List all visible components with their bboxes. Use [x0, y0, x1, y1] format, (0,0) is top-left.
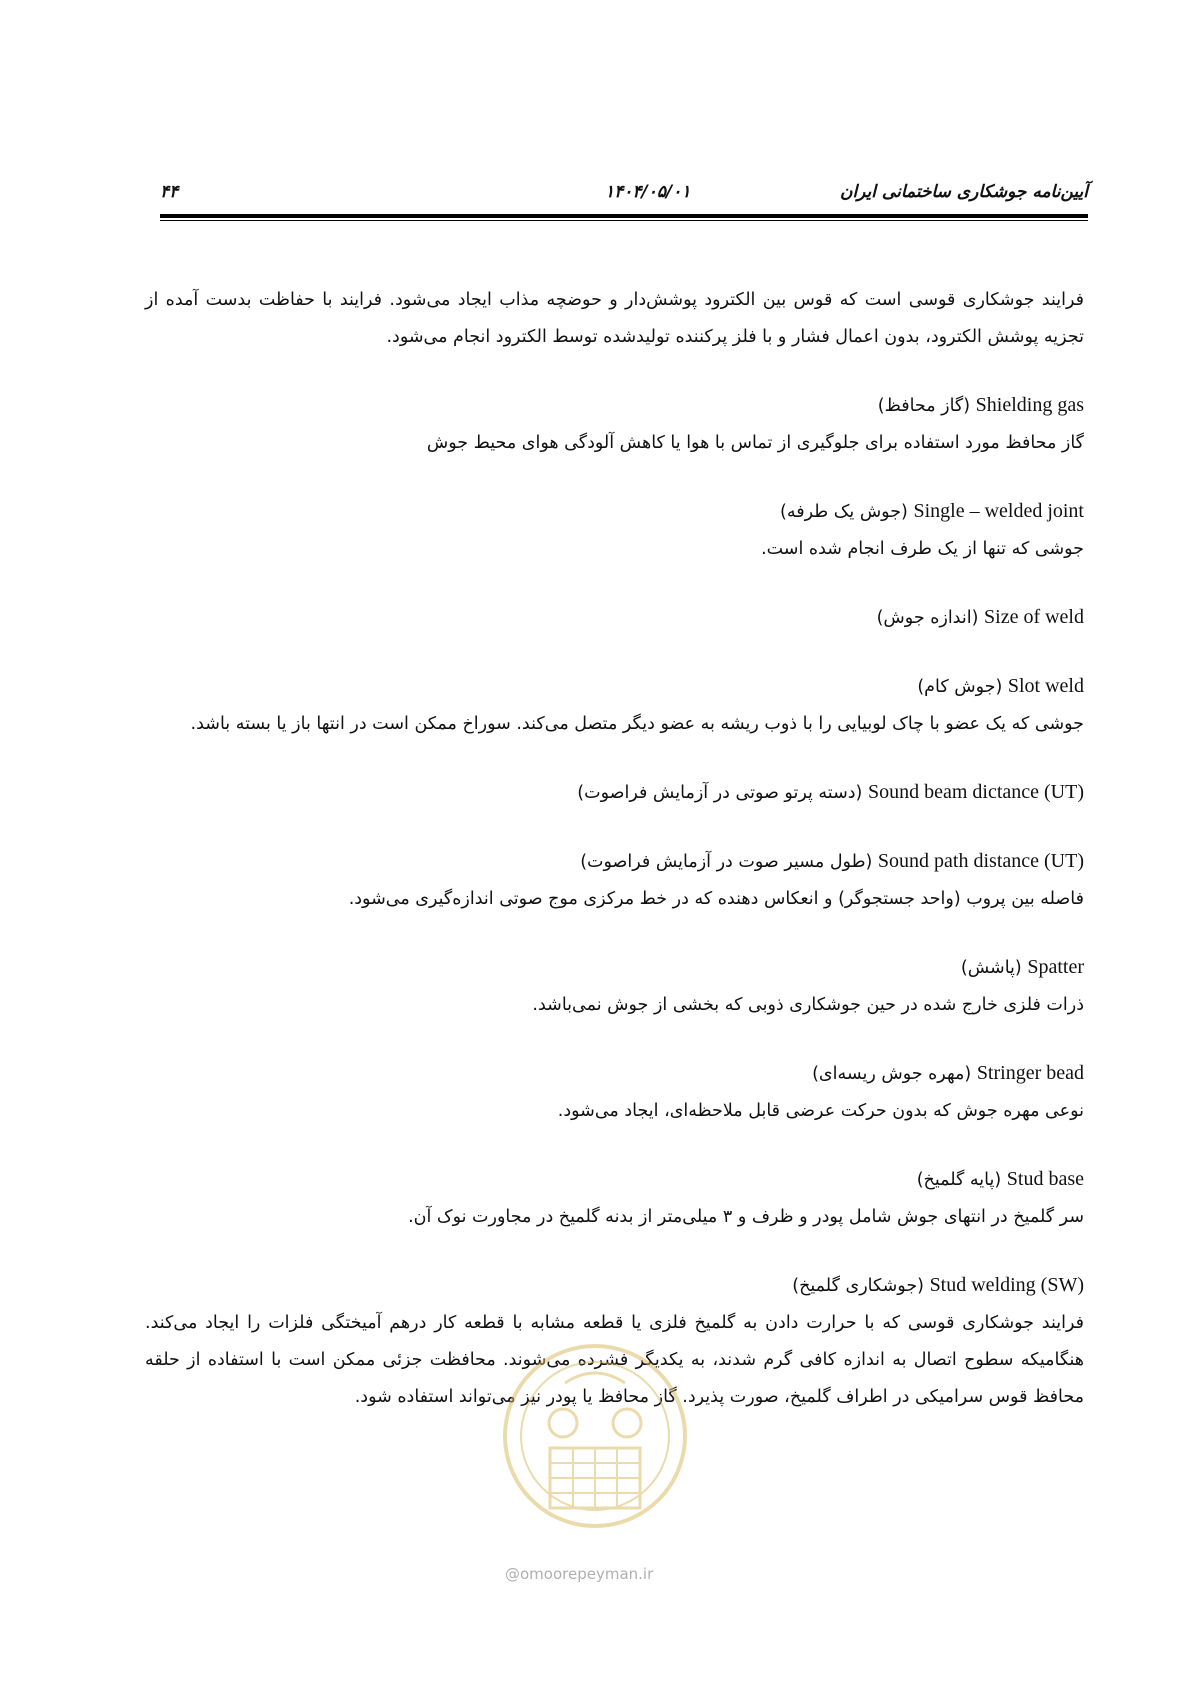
term-persian: (دسته پرتو صوتی در آزمایش فراصوت) — [577, 783, 863, 803]
term-definition: سر گلمیخ در انتهای جوش شامل پودر و ظرف و ۳ میلی‌متر از بدنه گلمیخ در مجاورت نوک آن. — [408, 1207, 1084, 1227]
header-rule-thin — [160, 220, 1088, 221]
intro-paragraph: فرایند جوشکاری قوسی است که قوس بین الکترود پوشش‌دار و حوضچه مذاب ایجاد می‌شود. فرایند با حفاظت بدست آمده از تجزیه پوشش الکترود، بدون اعمال فشار و با فلز پرکننده تولیدشده توسط الکترود انجام می‌شود. — [145, 290, 1084, 347]
term-persian: (اندازه جوش) — [876, 608, 979, 628]
glossary-entry — [145, 949, 1084, 1024]
header-rule-thick — [160, 214, 1088, 218]
glossary-entry — [145, 668, 1084, 743]
seal-logo-icon — [495, 1328, 695, 1568]
term-english: Sound path distance (UT) — [877, 850, 1084, 872]
page-header — [160, 182, 1088, 206]
document-body — [145, 282, 1084, 1416]
glossary-entry — [145, 493, 1084, 568]
term-persian: (جوشکاری گلمیخ) — [792, 1276, 924, 1296]
term-line — [145, 1161, 1084, 1199]
glossary-entry — [145, 1161, 1084, 1236]
header-date: ۱۴۰۴/۰۵/۰۱ — [605, 182, 691, 202]
term-persian: (جوش یک طرفه) — [780, 502, 908, 522]
term-line — [145, 774, 1084, 812]
watermark-site: @omoorepeyman.ir — [505, 1565, 654, 1583]
glossary-entry — [145, 387, 1084, 462]
term-definition: جوشی که یک عضو با چاک لوبیایی را با ذوب ریشه به عضو دیگر متصل می‌کند. سوراخ ممکن است در انتها باز یا بسته باشد. — [190, 714, 1084, 734]
term-english: Shielding gas — [975, 394, 1084, 416]
term-english: Sound beam dictance (UT) — [867, 781, 1084, 803]
term-definition: جوشی که تنها از یک طرف انجام شده است. — [761, 539, 1084, 559]
term-english: Spatter — [1027, 956, 1084, 978]
glossary-entry — [145, 599, 1084, 637]
term-line — [145, 949, 1084, 987]
term-line — [145, 387, 1084, 425]
term-english: Size of weld — [984, 606, 1084, 628]
glossary-entry — [145, 843, 1084, 918]
term-persian: (طول مسیر صوت در آزمایش فراصوت) — [580, 852, 873, 872]
term-persian: (گاز محافظ) — [877, 396, 971, 416]
term-line — [145, 843, 1084, 881]
term-english: Stud welding (SW) — [929, 1274, 1084, 1296]
term-english: Stringer bead — [976, 1062, 1084, 1084]
term-definition: ذرات فلزی خارج شده در حین جوشکاری ذوبی که بخشی از جوش نمی‌باشد. — [532, 995, 1084, 1015]
page-number: ۴۴ — [160, 182, 179, 202]
glossary-entry — [145, 774, 1084, 812]
term-english: Stud base — [1006, 1168, 1084, 1190]
term-persian: (پایه گلمیخ) — [916, 1170, 1002, 1190]
term-definition: فاصله بین پروب (واحد جستجوگر) و انعکاس دهنده که در خط مرکزی موج صوتی اندازه‌گیری می‌شود. — [348, 889, 1084, 909]
term-definition: نوعی مهره جوش که بدون حرکت عرضی قابل ملاحظه‌ای، ایجاد می‌شود. — [557, 1101, 1084, 1121]
glossary-entry — [145, 1055, 1084, 1130]
term-definition: فرایند جوشکاری قوسی که با حرارت دادن به گلمیخ فلزی یا قطعه مشابه با قطعه کار درهم آمیختگی فلزات را ایجاد می‌کند. هنگامیکه سطوح اتصال به اندازه کافی گرم شدند، به یکدیگر فشرده می‌شوند. محافظت جزئی ممکن است با استفاده از حلقه محافظ قوس سرامیکی در اطراف گلمیخ، صورت پذیرد. گاز محافظ یا پودر نیز می‌تواند استفاده شود. — [145, 1313, 1084, 1407]
term-line — [145, 493, 1084, 531]
term-line — [145, 1055, 1084, 1093]
term-persian: (پاشش) — [960, 958, 1022, 978]
term-line — [145, 599, 1084, 637]
term-line — [145, 668, 1084, 706]
term-persian: (جوش کام) — [917, 677, 1003, 697]
term-english: Slot weld — [1007, 675, 1084, 697]
term-definition: گاز محافظ مورد استفاده برای جلوگیری از تماس با هوا یا کاهش آلودگی هوای محیط جوش — [426, 433, 1084, 453]
term-english: Single – welded joint — [913, 500, 1084, 522]
term-line — [145, 1267, 1084, 1305]
term-persian: (مهره جوش ریسه‌ای) — [812, 1064, 972, 1084]
header-title: آیین‌نامه جوشکاری ساختمانی ایران — [839, 182, 1088, 202]
